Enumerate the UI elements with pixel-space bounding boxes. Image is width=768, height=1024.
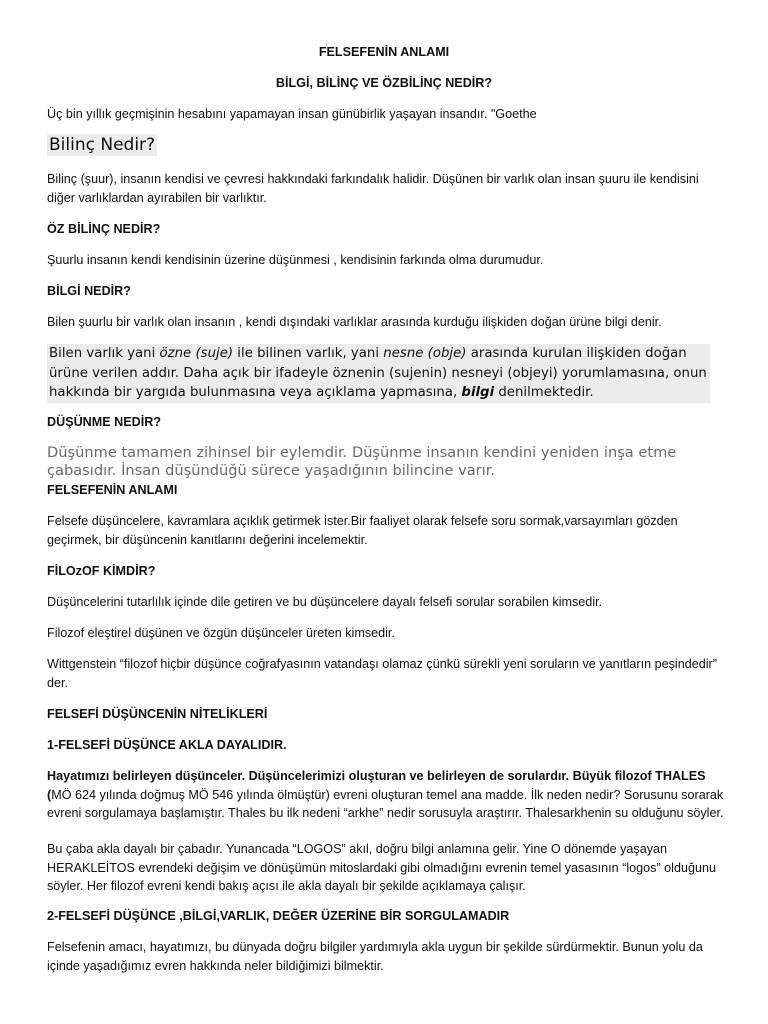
akla-dayali-paragraph-2: Bu çaba akla dayalı bir çabadır. Yunancada “LOGOS” akıl, doğru bilgi anlamına gelir. Yine O dönemde yaşayan HERAKLEİTOS evrendeki değişim ve dönüşümün mitoslardaki gibi olmadığını evrenin temel yasasının “logos” olduğunu söyler. Her filozof evreni kendi bakış açısı ile akla dayalı bir şekilde açıklamaya çalışır.: [47, 842, 716, 893]
document-title: FELSEFENİN ANLAMI: [318, 45, 450, 59]
bilgi-hl-text-3: arasında kurulan ilişkiden doğan ürüne verilen addır. Daha açık bir ifadeyle öznenin (sujenin) nesneyi (objeyi) yorumlamasına, onun hakkında bir yargıda bulunmasına veya açıklama yapmasına,: [49, 346, 707, 400]
bilgi-hl-text-4: denilmektedir.: [494, 385, 594, 400]
filozof-paragraph-2: Filozof eleştirel düşünen ve özgün düşünceler üreten kimsedir.: [47, 626, 395, 640]
bilgi-hl-text-2: ile bilinen varlık, yani: [233, 346, 384, 361]
bilgi-highlight-paragraph: [47, 344, 710, 403]
bilgi-hl-text-1: Bilen varlık yani: [49, 346, 160, 361]
ozbilinc-heading: ÖZ BİLİNÇ NEDİR?: [47, 222, 161, 236]
goethe-quote: Üç bin yıllık geçmişinin hesabını yapamayan insan günübirlik yaşayan insandır. "Goethe: [47, 107, 537, 121]
bilgi-hl-nesne: nesne (obje): [383, 346, 467, 361]
bilgi-heading: BİLGİ NEDİR?: [47, 284, 131, 298]
dusunme-paragraph: Düşünme tamamen zihinsel bir eylemdir. Düşünme insanın kendini yeniden inşa etme çabasıdır. İnsan düşündüğü sürece yaşadığının bilincine varır.: [47, 444, 677, 479]
sorgulama-paragraph: Felsefenin amacı, hayatımızı, bu dünyada doğru bilgiler yardımıyla akla uygun bir şekilde sürdürmektir. Bunun yolu da içinde yaşadığımız evren hakkında neler bildiğimizi bilmektir.: [47, 940, 703, 973]
akla-bold-text: Hayatımızı belirleyen düşünceler. Düşüncelerimizi oluşturan ve belirleyen de sorulardır. Büyük filozof THALES (: [47, 769, 706, 802]
anlam-heading: FELSEFENİN ANLAMI: [47, 483, 178, 497]
wittgenstein-quote: Wittgenstein “filozof hiçbir düşünce coğrafyasının vatandaşı olamaz çünkü sürekli yeni soruların ve yanıtların peşindedir” der.: [47, 657, 717, 690]
bilinc-heading: Bilinç Nedir?: [49, 135, 156, 155]
filozof-paragraph-1: Düşüncelerini tutarlılık içinde dile getiren ve bu düşüncelere dayalı felsefi sorular sorabilen kimsedir.: [47, 595, 603, 609]
sorgulama-heading: 2-FELSEFİ DÜŞÜNCE ,BİLGİ,VARLIK, DEĞER ÜZERİNE BİR SORGULAMADIR: [47, 909, 510, 923]
ozbilinc-paragraph: Şuurlu insanın kendi kendisinin üzerine düşünmesi , kendisinin farkında olma durumudur.: [47, 253, 544, 267]
bilinc-heading-wrap: [47, 134, 728, 156]
akla-dayali-paragraph: [47, 767, 728, 823]
akla-normal-text: MÖ 624 yılında doğmuş MÖ 546 yılında ölmüştür) evreni oluşturan temel ana madde. İlk neden nedir? Sorusunu sorarak evreni sorgulamaya başlamıştır. Thales bu ilk nedeni “arkhe” nedir sorusuyla araştırır. Thalesarkhenin su olduğunu söyler.: [47, 787, 724, 820]
bilgi-hl-ozne: özne (suje): [159, 346, 234, 361]
bilgi-paragraph: Bilen şuurlu bir varlık olan insanın , kendi dışındaki varlıklar arasında kurduğu ilişkiden doğan ürüne bilgi denir.: [47, 315, 662, 329]
document-subtitle: BİLGİ, BİLİNÇ VE ÖZBİLİNÇ NEDİR?: [275, 76, 493, 90]
bilinc-paragraph: Bilinç (şuur), insanın kendisi ve çevresi hakkındaki farkındalık halidir. Düşünen bir varlık olan insan şuuru ile kendisini diğer varlıklardan ayırabilen bir varlıktır.: [47, 172, 699, 205]
nitelikler-heading: FELSEFİ DÜŞÜNCENİN NİTELİKLERİ: [47, 707, 268, 721]
bilgi-hl-bilgi: bilgi: [461, 385, 495, 400]
filozof-heading: FİLOzOF KİMDİR?: [47, 564, 156, 578]
akla-dayali-heading: 1-FELSEFİ DÜŞÜNCE AKLA DAYALIDIR.: [47, 738, 287, 752]
dusunme-heading: DÜŞÜNME NEDİR?: [47, 415, 162, 429]
anlam-paragraph: Felsefe düşüncelere, kavramlara açıklık getirmek ister.Bir faaliyet olarak felsefe soru sormak,varsayımları gözden geçirmek, bir düşüncenin kanıtlarını değerini incelemektir.: [47, 514, 678, 547]
